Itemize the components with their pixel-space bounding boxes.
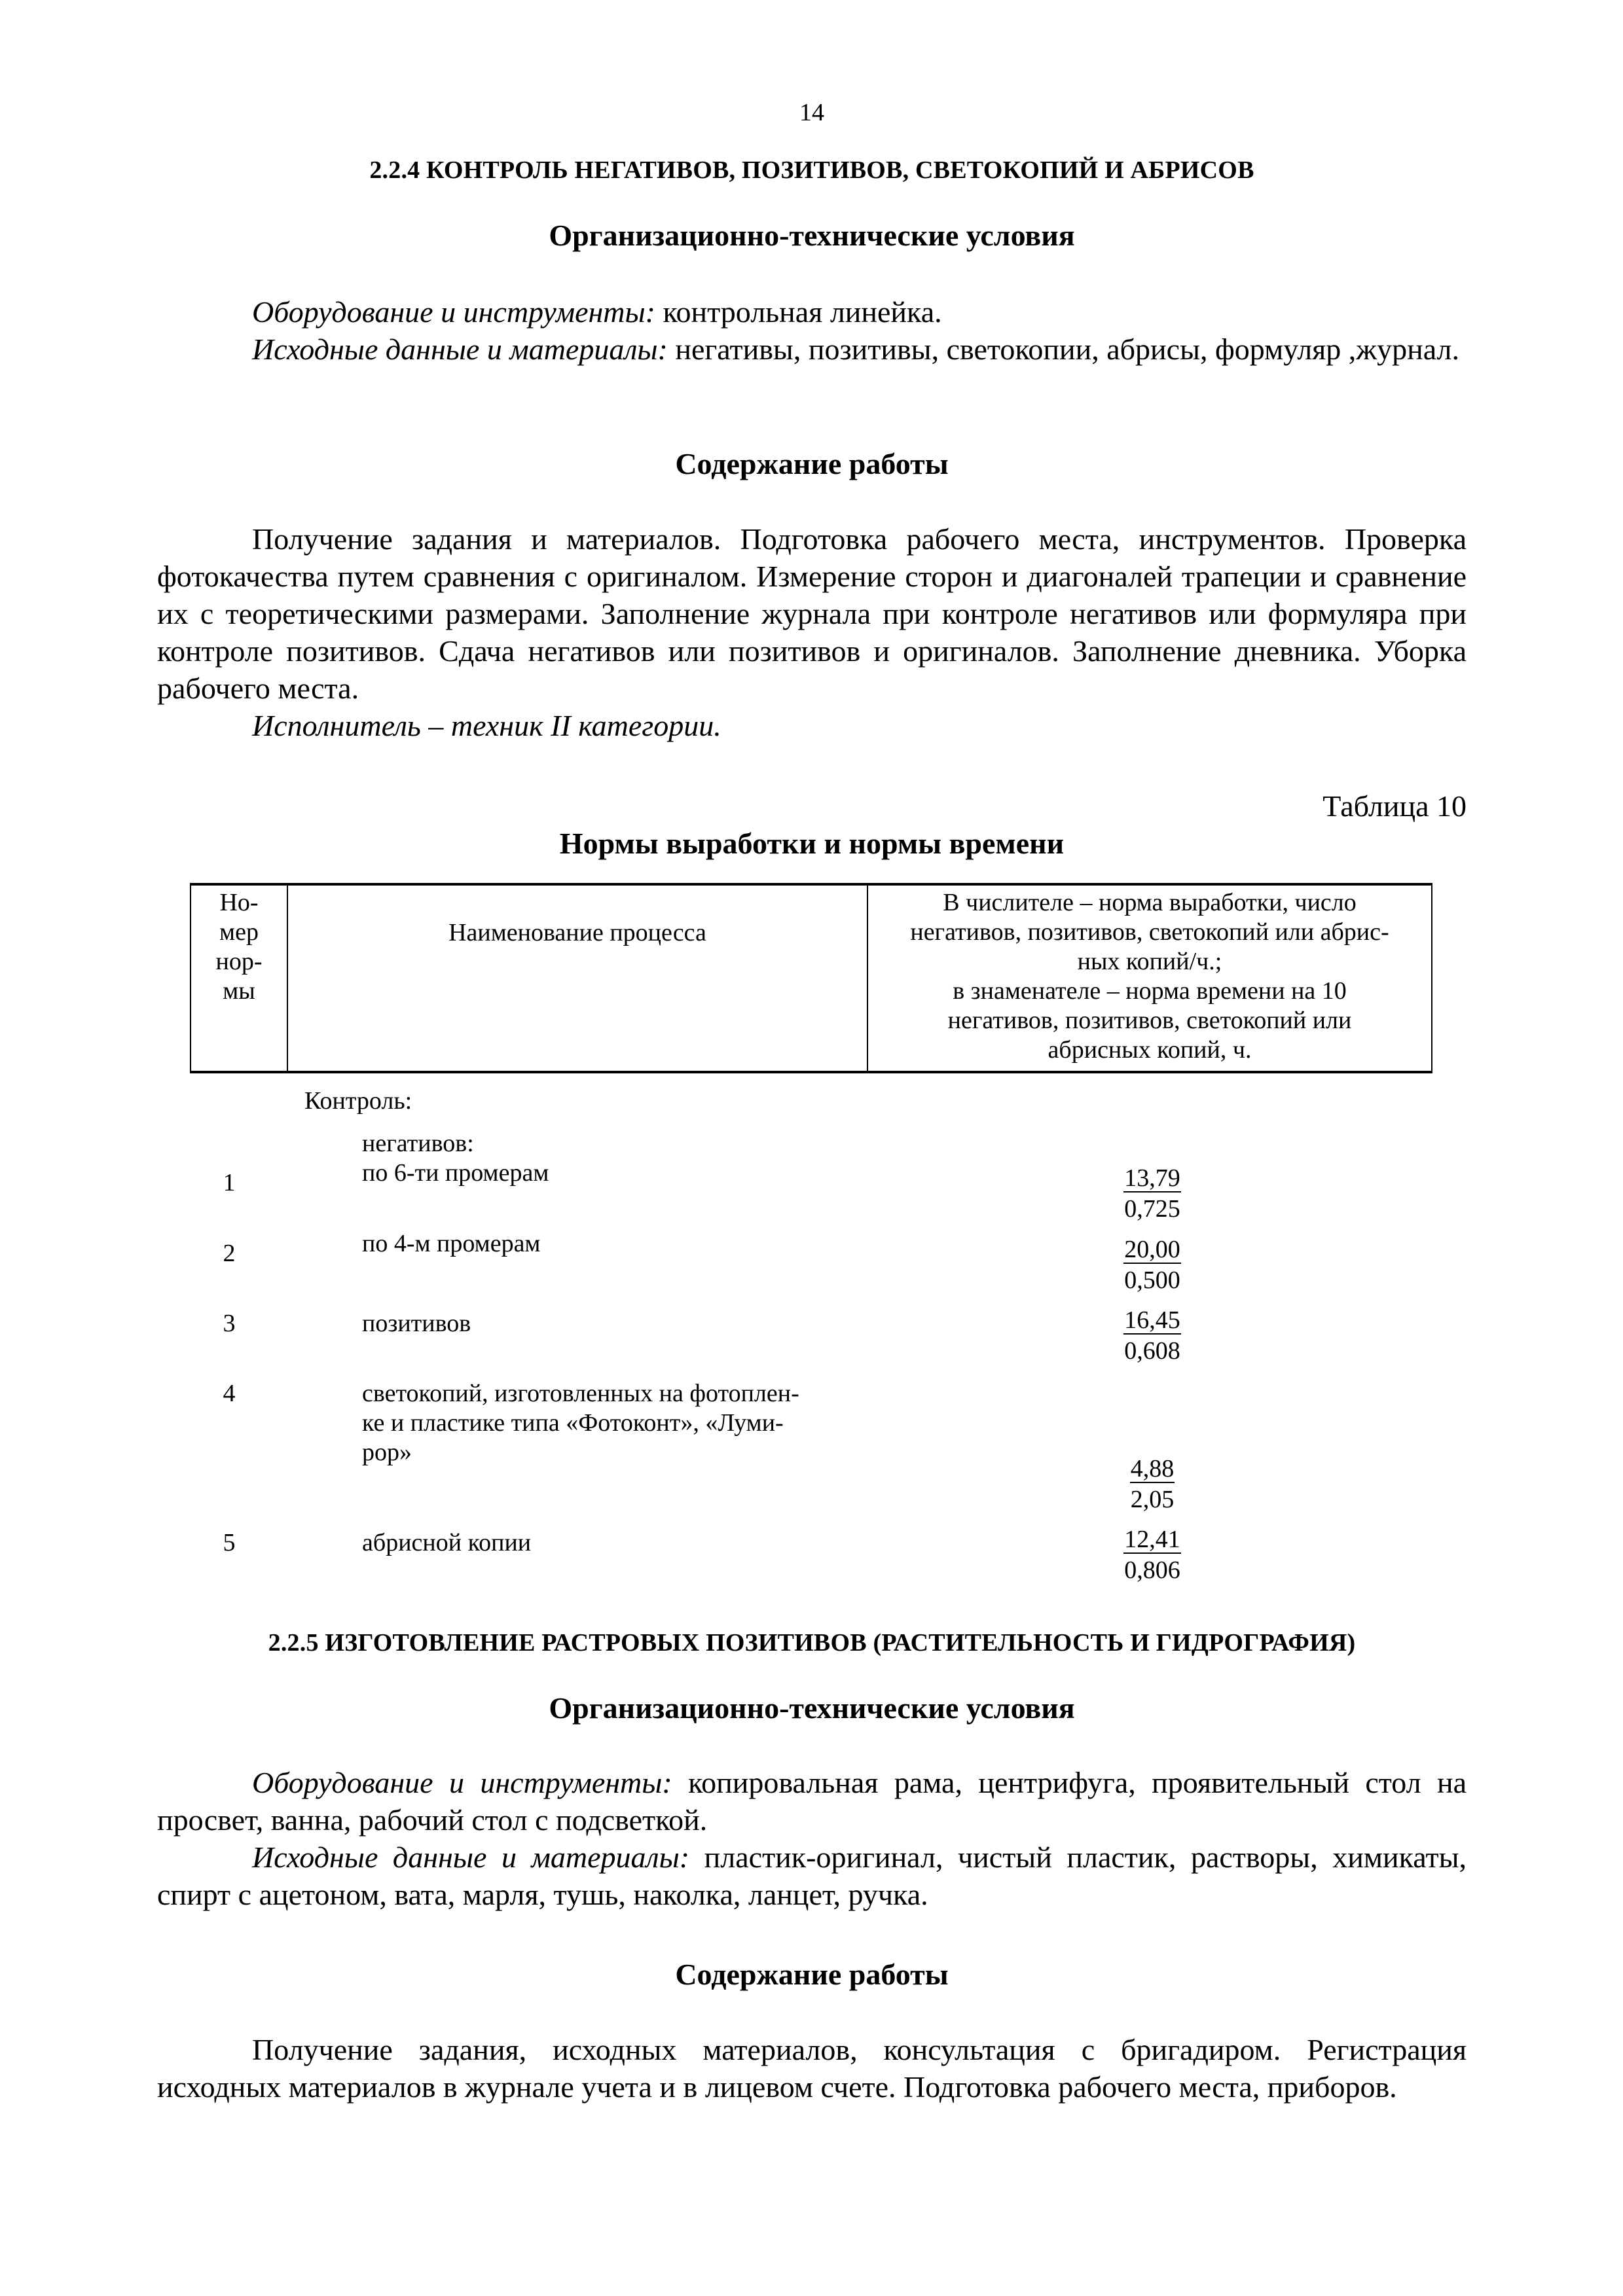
- table-row-name: по 6-ти промерам: [362, 1159, 549, 1187]
- materials-text: негативы, позитивы, светокопии, абрисы, формуляр ,журнал.: [667, 332, 1459, 366]
- work-text: Получение задания, исходных материалов, консультация с бригадиром. Регистрация исходных материалов в журнале учета и в лицевом счете. Подготовка рабочего места, приборов.: [157, 2033, 1467, 2104]
- numerator-rate: 16,45: [1124, 1306, 1180, 1334]
- work-content-heading-1: Содержание работы: [675, 447, 949, 480]
- table-row-number: 5: [223, 1529, 236, 1556]
- header-line: ных копий/ч.;: [1077, 948, 1222, 975]
- table-label: Таблица 10: [1322, 789, 1467, 823]
- row-name-line: рор»: [362, 1439, 412, 1466]
- table-row-number: 1: [223, 1169, 236, 1196]
- materials-label: Исходные данные и материалы:: [252, 332, 668, 366]
- header-line: негативов, позитивов, светокопий или абрис-: [910, 918, 1389, 946]
- denominator-time: 0,500: [1124, 1266, 1180, 1294]
- work-content-paragraph-1: [157, 520, 1467, 744]
- denominator-time: 2,05: [1130, 1486, 1175, 1513]
- work-content-paragraph-2: [157, 2031, 1467, 2106]
- equipment-label: Оборудование и инструменты:: [252, 1766, 672, 1799]
- org-conditions-heading-1: Организационно-технические условия: [549, 219, 1075, 252]
- table-row-number: 2: [223, 1240, 236, 1267]
- numerator-rate: 20,00: [1124, 1236, 1180, 1263]
- header-norm-number: [191, 886, 288, 1071]
- section-title-2-2-5: 2.2.5 ИЗГОТОВЛЕНИЕ РАСТРОВЫХ ПОЗИТИВОВ (РАСТИТЕЛЬНОСТЬ И ГИДРОГРАФИЯ): [268, 1629, 1356, 1657]
- equipment-text: контрольная линейка.: [655, 295, 942, 329]
- table-row-fraction: [1110, 1164, 1195, 1225]
- table-row-name: абрисной копии: [362, 1529, 532, 1556]
- header-line: мер: [219, 918, 259, 946]
- row-name-line: ке и пластике типа «Фотоконт», «Луми-: [362, 1409, 784, 1437]
- table-row-fraction: [1110, 1235, 1195, 1296]
- denominator-time: 0,806: [1124, 1556, 1180, 1584]
- equipment-text: копировальная рама, центрифуга, проявительный стол на просвет, ванна, рабочий стол с подсветкой.: [157, 1766, 1467, 1837]
- denominator-time: 0,725: [1124, 1195, 1180, 1223]
- equipment-paragraph-1: [157, 293, 1467, 368]
- header-line: мы: [223, 977, 255, 1005]
- header-line: абрисных копий, ч.: [1048, 1036, 1252, 1064]
- header-norms: [868, 886, 1431, 1071]
- work-content-heading-2: Содержание работы: [675, 1958, 949, 1991]
- table-row-name: позитивов: [362, 1310, 471, 1337]
- header-line: негативов, позитивов, светокопий или: [947, 1007, 1352, 1034]
- header-line: В числителе – норма выработки, число: [943, 889, 1357, 916]
- table-row-name: по 4-м промерам: [362, 1230, 541, 1257]
- equipment-paragraph-2: [157, 1764, 1467, 1913]
- header-line: нор-: [215, 948, 263, 975]
- page-number: 14: [799, 99, 824, 126]
- materials-text: пластик-оригинал, чистый пластик, растворы, химикаты, спирт с ацетоном, вата, марля, тушь, наколка, ланцет, ручка.: [157, 1840, 1467, 1911]
- materials-label: Исходные данные и материалы:: [252, 1840, 690, 1874]
- org-conditions-heading-2: Организационно-технические условия: [549, 1691, 1075, 1725]
- subgroup-label-negatives: негативов:: [362, 1130, 474, 1157]
- header-line: Но-: [219, 889, 259, 916]
- executor-text: Исполнитель – техник II категории.: [252, 709, 721, 742]
- header-line: Наименование процесса: [448, 919, 706, 946]
- table-row-fraction: [1110, 1525, 1195, 1586]
- table-row-number: 4: [223, 1380, 236, 1407]
- numerator-rate: 13,79: [1124, 1164, 1180, 1192]
- table-title: Нормы выработки и нормы времени: [559, 827, 1065, 860]
- work-text: Получение задания и материалов. Подготовка рабочего места, инструментов. Проверка фотокачества путем сравнения с оригиналом. Измерение сторон и диагоналей трапеции и сравнение их с теоретическими размерами. Заполнение журнала при контроле негативов или формуляра при контроле позитивов. Сдача негативов или позитивов и оригиналов. Заполнение дневника. Уборка рабочего места.: [157, 522, 1467, 705]
- group-label-control: Контроль:: [304, 1087, 412, 1115]
- numerator-rate: 12,41: [1124, 1526, 1180, 1553]
- row-name-line: светокопий, изготовленных на фотоплен-: [362, 1380, 799, 1407]
- equipment-label: Оборудование и инструменты:: [252, 295, 655, 329]
- numerator-rate: 4,88: [1130, 1455, 1175, 1482]
- table-row-fraction: [1110, 1454, 1195, 1515]
- table-row-fraction: [1110, 1306, 1195, 1367]
- header-line: в знаменателе – норма времени на 10: [953, 977, 1347, 1005]
- header-process-name: [288, 886, 868, 1071]
- section-title-2-2-4: 2.2.4 КОНТРОЛЬ НЕГАТИВОВ, ПОЗИТИВОВ, СВЕТОКОПИЙ И АБРИСОВ: [369, 156, 1254, 184]
- table-row-number: 3: [223, 1310, 236, 1337]
- denominator-time: 0,608: [1124, 1337, 1180, 1365]
- table-header: [190, 883, 1432, 1073]
- table-row-name: [362, 1379, 799, 1467]
